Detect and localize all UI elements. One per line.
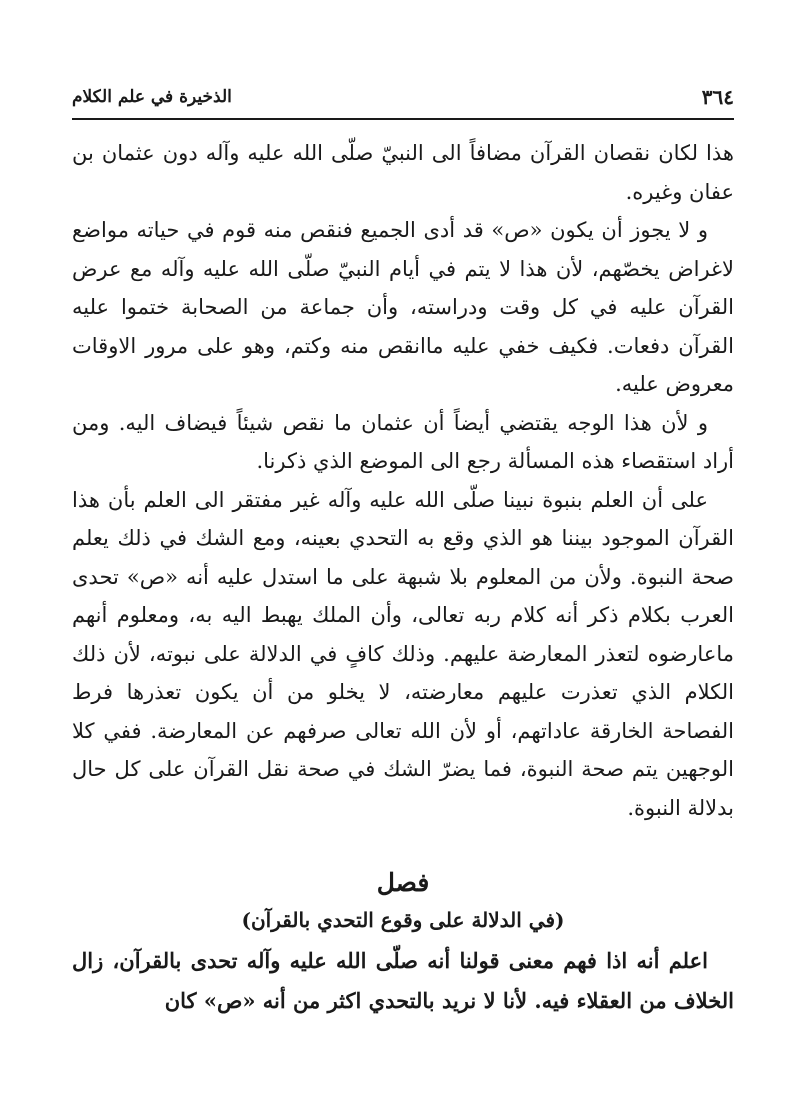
paragraph-3: و لأن هذا الوجه يقتضي أيضاً أن عثمان ما نقص شيئاً فيضاف اليه. ومن أراد استقصاء هذه المسألة رجع الى الموضع الذي ذكرنا. [72,410,734,473]
section [72,863,734,937]
paragraph-4: على أن العلم بنبوة نبينا صلّى الله عليه وآله غير مفتقر الى العلم بأن هذا القرآن الموجود بيننا هو الذي وقع به التحدي بعينه، ومع الشك في ذلك يعلم صحة النبوة. ولأن من المعلوم بلا شبهة على ما استدل عليه أنه «ص» تحدى العرب بكلام ذكر أنه كلام ربه تعالى، وأن الملك يهبط اليه به، ومعلوم أنهم ماعارضوه لتعذر المعارضة عليهم. وذلك كافٍ في الدلالة على نبوته، لأن ذلك الكلام الذي تعذرت عليهم معارضته، لا يخلو من أن يكون تعذرها فرط الفصاحة الخارقة عاداتهم، أو لأن الله تعالى صرفهم عن المعارضة. ففي كلا الوجهين يتم صحة النبوة، فما يضرّ الشك في صحة نقل القرآن على كل حال بدلالة النبوة. [72,487,734,820]
section-subtitle: (في الدلالة على وقوع التحدي بالقرآن) [241,908,565,932]
book-title: الذخيرة في علم الكلام [72,87,232,107]
paragraph-1: هذا لكان نقصان القرآن مضافاً الى النبيّ صلّى الله عليه وآله دون عثمان بن عفان وغيره. [72,141,734,204]
page-number: ٣٦٤ [701,85,734,109]
book-page [72,82,734,1042]
section-title: فصل [376,868,430,897]
paragraph-2: و لا يجوز أن يكون «ص» قد أدى الجميع فنقص منه قوم في حياته مواضع لاغراض يخصّهم، لأن هذا لا يتم في أيام النبيّ صلّى الله عليه وآله مع عرض القرآن عليه في كل وقت ودراسته، وأن جماعة من الصحابة ختموا عليه القرآن دفعات. فكيف خفي عليه ماانقص منه وكتم، وهو على مرور الاوقات معروض عليه. [72,218,734,396]
body-text [72,134,734,827]
running-header [72,82,734,120]
section-paragraph: اعلم أنه اذا فهم معنى قولنا أنه صلّى الله عليه وآله تحدى بالقرآن، زال الخلاف من العقلاء فيه. لأنا لا نريد بالتحدي اكثر من أنه «ص» كان [72,948,734,1013]
